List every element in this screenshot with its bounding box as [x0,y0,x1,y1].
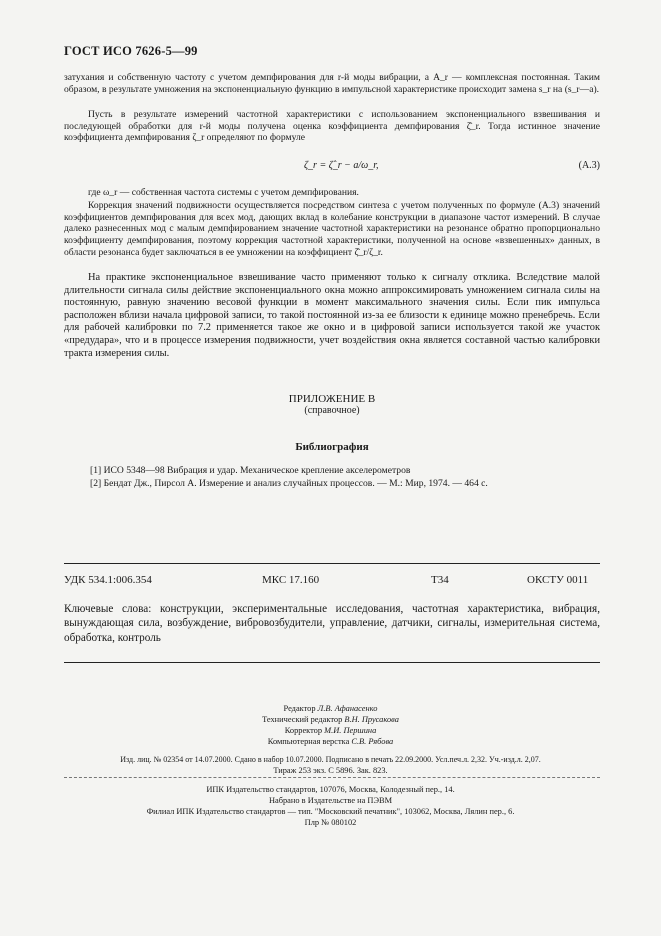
imprint-publisher: ИПК Издательство стандартов, 107076, Москва, Колодезный пер., 14. [206,785,455,794]
paragraph-2: Пусть в результате измерений частотной характеристики с использованием экспоненциального взвешивания и последующей обработки для r-й моды получена оценка коэффициента демпфирования ζ̂_r. Тогда истинное значение коэффициента демпфирования ζ_r определяют по формуле [64,109,600,144]
keywords-rule [64,662,600,663]
formula-number: (А.3) [578,160,600,171]
mks-code: МКС 17.160 [262,574,320,586]
where-clause: где ω_r — собственная частота системы с учетом демпфирования. [88,187,359,198]
imprint-typeset: Набрано в Издательстве на ПЭВМ [268,796,393,805]
paragraph-1: затухания и собственную частоту с учетом демпфирования для r-й моды вибрации, а A_r — комплексная постоянная. Таким образом, в результате умножения на экспоненциальную функцию в импульсной характеристике происходит замена s_r на (s_r—a). [64,72,600,95]
imprint-tech-editor: Технический редактор В.Н. Прусакова [262,715,399,724]
t-code: Т34 [431,574,449,586]
standard-header: ГОСТ ИСО 7626-5—99 [64,44,198,58]
imprint-editor: Редактор Л.В. Афанасенко [283,704,378,713]
imprint-print-run: Тираж 253 экз. С 5896. Зак. 823. [273,766,388,775]
formula-expression: ζ_r = ζ̂_r − a/ω_r, [304,160,379,171]
imprint-layout: Компьютерная верстка С.В. Рябова [267,737,394,746]
imprint-publishing-data: Изд. лиц. № 02354 от 14.07.2000. Сдано в набор 10.07.2000. Подписано в печать 22.09.2000. Усл.печ.л. 2,32. Уч.-изд.л. 2,07. [120,755,541,764]
okstu-code: ОКСТУ 0011 [527,574,589,586]
imprint-printer: Филиал ИПК Издательство стандартов — тип. "Московский печатник", 103062, Москва, Лялин пер., 6. [146,807,515,816]
keywords: Ключевые слова: конструкции, экспериментальные исследования, частотная характеристика, вибрация, вынуждающая сила, возбуждение, вибровозбудители, управление, датчики, сигналы, измерительная система, обработка, контроль [64,603,600,644]
appendix-title: ПРИЛОЖЕНИЕ В [288,393,376,405]
imprint-dashed-rule [64,777,600,778]
imprint-license: Плр № 080102 [304,818,357,827]
paragraph-3: Коррекция значений подвижности осуществляется посредством синтеза с учетом полученных по формуле (А.3) значений коэффициентов демпфирования для всех мод, дающих вклад в колебание конструкции в диапазоне частот измерений. В случае далеко разнесенных мод с малым демпфированием значение частотной характеристики на резонансе обратно пропорционально коэффициенту демпфирования, поэтому коррекция частотной характеристики, полученной на основе «взвешенных» данных, в области резонанса будет заключаться в ее умножении на коэффициент ζ̂_r/ζ_r. [64,200,600,258]
bibliography-heading: Библиография [295,441,369,453]
appendix-subtitle: (справочное) [304,405,360,416]
imprint-corrector: Корректор М.И. Першина [284,726,377,735]
bibliography-ref-2: [2] Бендат Дж., Пирсол А. Измерение и анализ случайных процессов. — М.: Мир, 1974. — 464 с. [90,478,488,489]
paragraph-4: На практике экспоненциальное взвешивание часто применяют только к сигналу отклика. Вследствие малой длительности сигнала силы действие экспоненциального окна можно аппроксимировать умножением сигнала силы на постоянную, равную значению весовой функции в момент максимального значения силы. Если пик импульса расположен вблизи начала цифровой записи, то такой постоянной из-за ее близости к единице можно пренебречь. Если для рабочей калибровки по 7.2 применяется такое же окно и в цифровой записи используется такой же участок «предудара», что и в процессе измерения подвижности, учет воздействия окна является составной частью калибровки тракта измерения силы. [64,272,600,359]
bibliography-ref-1: [1] ИСО 5348—98 Вибрация и удар. Механическое крепление акселерометров [90,465,411,476]
top-rule [64,563,600,564]
udk-code: УДК 534.1:006.354 [64,574,152,586]
